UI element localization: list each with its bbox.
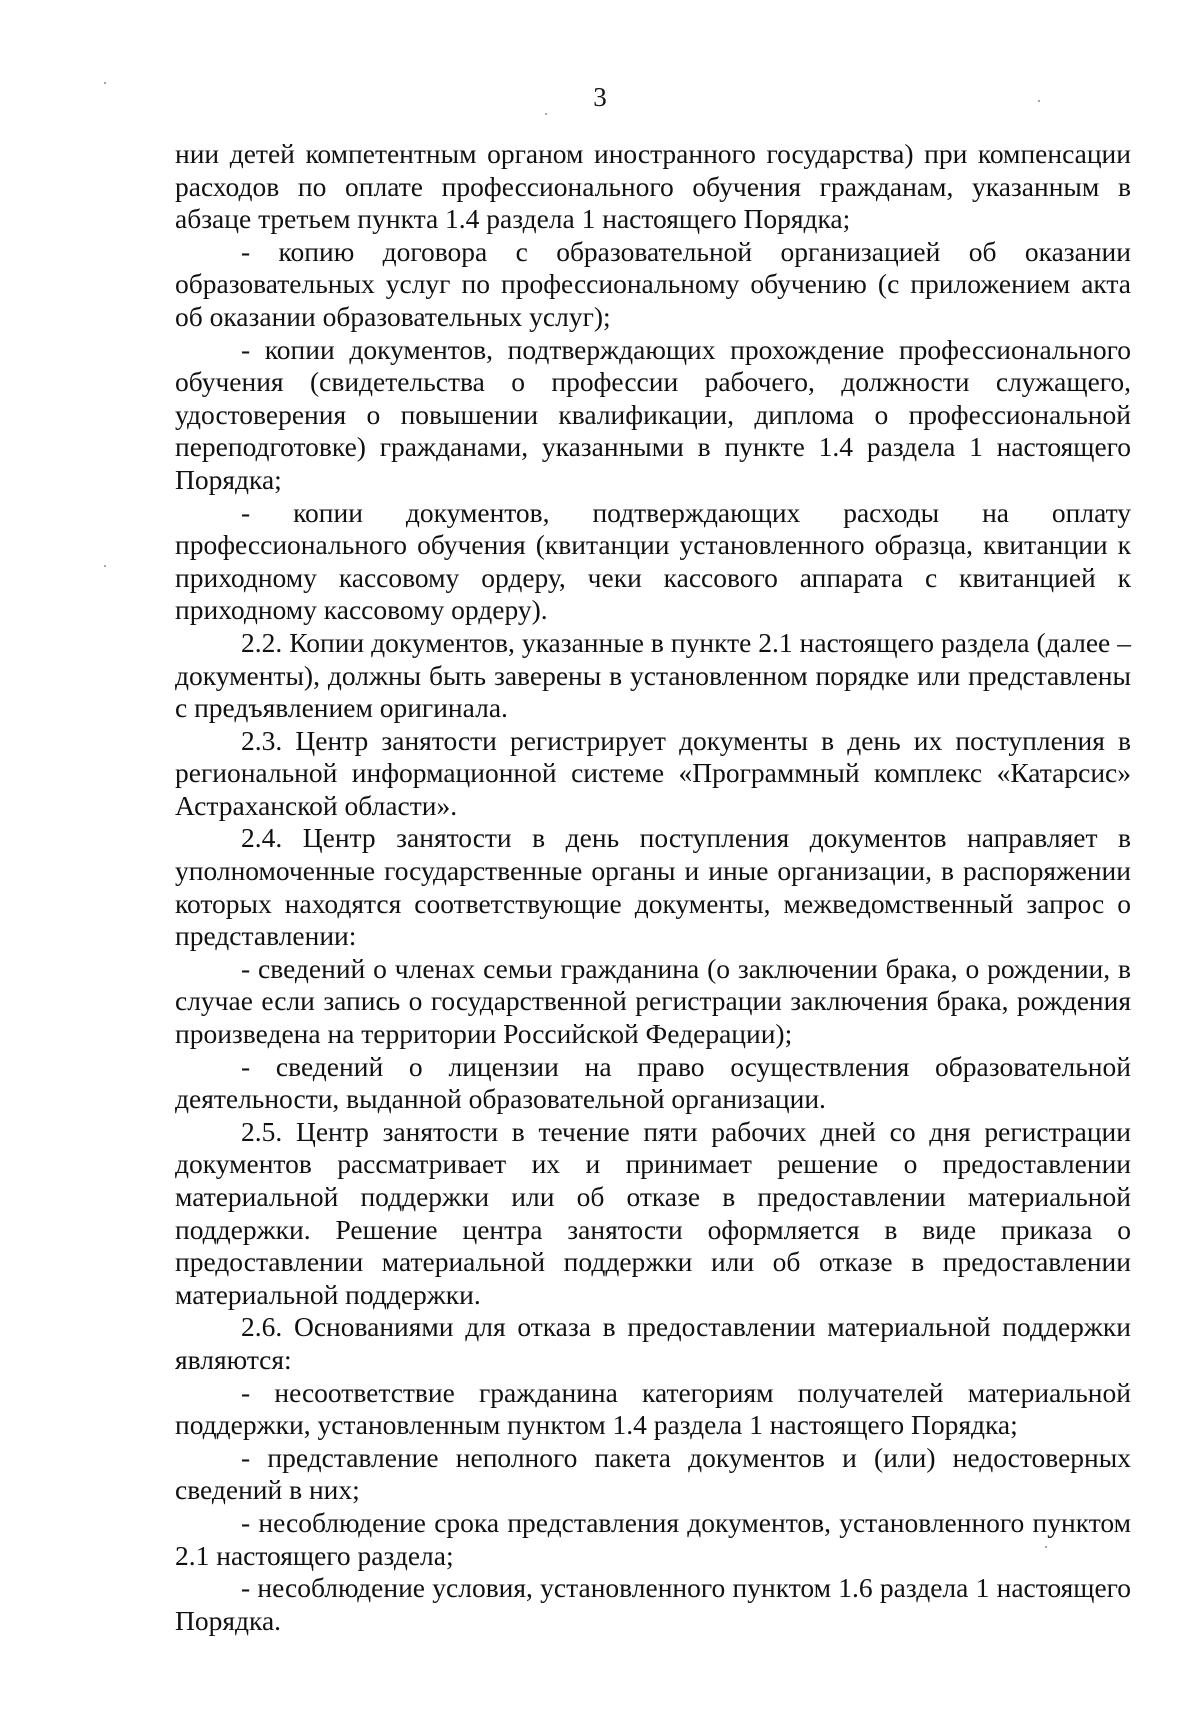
paragraph-2-3: 2.3. Центр занятости регистрирует документы в день их поступления в региональной информационной системе «Программный комплекс «Катарсис» Астраханской области». (175, 724, 1131, 821)
paragraph-2-2: 2.2. Копии документов, указанные в пункте 2.1 настоящего раздела (далее – документы), должны быть заверены в установленном порядке или представлены с предъявлением оригинала. (175, 626, 1131, 724)
scan-speck (104, 82, 106, 84)
paragraph-2-5: 2.5. Центр занятости в течение пяти рабочих дней со дня регистрации документов рассматривает их и принимает решение о предоставлении материальной поддержки или об отказе в предоставлении материальной поддержки. Решение центра занятости оформляется в виде приказа о предоставлении материальной поддержки или об отказе в предоставлении материальной поддержки. (175, 1115, 1131, 1310)
paragraph-refusal-deadline: - несоблюдение срока представления документов, установленного пунктом 2.1 настоящего раздела; (175, 1506, 1131, 1571)
paragraph-license-info: - сведений о лицензии на право осуществления образовательной деятельности, выданной образовательной организации. (175, 1050, 1131, 1115)
page-number: 3 (593, 82, 607, 112)
document-body (175, 138, 1131, 1637)
paragraph-refusal-category: - несоответствие гражданина категориям получателей материальной поддержки, установленным пунктом 1.4 раздела 1 настоящего Порядка; (175, 1376, 1131, 1441)
paragraph-continuation: нии детей компетентным органом иностранного государства) при компенсации расходов по оплате профессионального обучения гражданам, указанным в абзаце третьем пункта 1.4 раздела 1 настоящего Порядка; (175, 138, 1131, 235)
paragraph-refusal-incomplete: - представление неполного пакета документов и (или) недостоверных сведений в них; (175, 1441, 1131, 1506)
paragraph-2-6: 2.6. Основаниями для отказа в предоставлении материальной поддержки являются: (175, 1311, 1131, 1375)
scan-speck (104, 565, 106, 567)
paragraph-2-4: 2.4. Центр занятости в день поступления документов направляет в уполномоченные государственные органы и иные организации, в распоряжении которых находятся соответствующие документы, межведомственный запрос о представлении: (175, 822, 1131, 952)
paragraph-contract-copy: - копию договора с образовательной организацией об оказании образовательных услуг по профессиональному обучению (с приложением акта об оказании образовательных услуг); (175, 235, 1131, 332)
scan-speck (1038, 100, 1040, 102)
paragraph-training-documents: - копии документов, подтверждающих прохождение профессионального обучения (свидетельства о профессии рабочего, должности служащего, удостоверения о повышении квалификации, диплома о профессиональной переподготовке) гражданами, указанными в пункте 1.4 раздела 1 настоящего Порядка; (175, 333, 1131, 495)
paragraph-expense-documents: - копии документов, подтверждающих расходы на оплату профессионального обучения (квитанции установленного образца, квитанции к приходному кассовому ордеру, чеки кассового аппарата с квитанцией к приходному кассовому ордеру). (175, 496, 1131, 626)
scan-speck (545, 113, 547, 115)
scan-speck (1045, 1546, 1047, 1548)
paragraph-family-info: - сведений о членах семьи гражданина (о заключении брака, о рождении, в случае если запись о государственной регистрации заключения брака, рождения произведена на территории Российской Федерации); (175, 952, 1131, 1050)
paragraph-refusal-condition: - несоблюдение условия, установленного пунктом 1.6 раздела 1 настоящего Порядка. (175, 1572, 1131, 1636)
